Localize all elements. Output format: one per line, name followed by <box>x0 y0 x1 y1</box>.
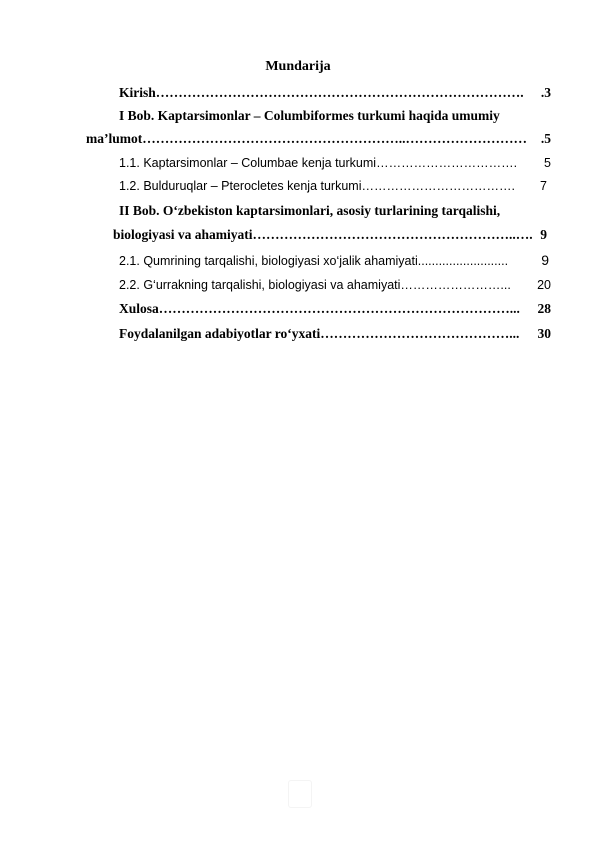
toc-entry-page: 5 <box>544 156 551 170</box>
toc-entry-page: .5 <box>540 131 551 146</box>
toc-entry-chapter2-line1[interactable] <box>119 202 500 220</box>
toc-entry-text: 1.1. Kaptarsimonlar – Columbae kenja turkumi <box>119 156 377 170</box>
toc-entry-leader: ………………………………………………………………………. <box>155 85 524 100</box>
faint-watermark <box>288 780 312 808</box>
toc-title: Mundarija <box>265 59 331 74</box>
toc-entry-text: biologiyasi va ahamiyati <box>113 227 253 242</box>
toc-entry-leader: …………………………………………………..…. <box>252 227 533 242</box>
toc-entry-2-2[interactable] <box>119 276 551 294</box>
toc-entry-chapter1-line2[interactable] <box>86 130 551 148</box>
toc-entry-page: 9 <box>540 227 547 242</box>
toc-entry-2-1[interactable] <box>119 251 549 270</box>
toc-entry-leader: ……………………………. <box>376 156 518 170</box>
toc-entry-text: 2.1. Qumrining tarqalishi, biologiyasi xo‘jalik ahamiyati <box>119 254 418 268</box>
toc-entry-page: 7 <box>540 179 547 193</box>
toc-entry-text: I Bob. Kaptarsimonlar – Columbiformes turkumi haqida umumiy <box>119 108 500 123</box>
toc-entry-kirish[interactable] <box>119 84 551 102</box>
toc-entry-page: 9 <box>541 252 549 268</box>
toc-entry-chapter1-line1[interactable] <box>119 107 500 125</box>
toc-entry-text: Xulosa <box>119 301 159 316</box>
toc-entry-1-2[interactable] <box>119 177 547 195</box>
toc-entry-leader: .......................... <box>417 254 509 268</box>
toc-entry-text: ma’lumot <box>86 131 143 146</box>
toc-entry-page: .3 <box>540 85 551 100</box>
toc-entry-page: 20 <box>537 278 551 292</box>
toc-entry-xulosa[interactable] <box>119 300 551 318</box>
toc-entry-leader: ……………………………………………………………………... <box>158 301 520 316</box>
toc-entry-leader: ……………………... <box>400 278 511 292</box>
toc-entry-text: 2.2. G‘urrakning tarqalishi, biologiyasi va ahamiyati <box>119 278 401 292</box>
toc-entry-leader: ………………………………. <box>361 179 515 193</box>
toc-entry-text: II Bob. O‘zbekiston kaptarsimonlari, asosiy turlarining tarqalishi, <box>119 203 501 218</box>
toc-entry-text: 1.2. Bulduruqlar – Pterocletes kenja turkumi <box>119 179 362 193</box>
toc-entry-bibliography[interactable] <box>119 325 551 343</box>
toc-entry-page: 30 <box>537 326 551 341</box>
toc-entry-1-1[interactable] <box>119 154 551 172</box>
toc-entry-text: Kirish <box>119 85 156 100</box>
toc-entry-leader: ……………………………………... <box>320 326 520 341</box>
toc-entry-leader: …………………………………………………..……………………… <box>142 131 527 146</box>
toc-entry-page: 28 <box>537 301 551 316</box>
toc-entry-text: Foydalanilgan adabiyotlar ro‘yxati <box>119 326 321 341</box>
toc-entry-chapter2-line2[interactable] <box>113 226 547 244</box>
